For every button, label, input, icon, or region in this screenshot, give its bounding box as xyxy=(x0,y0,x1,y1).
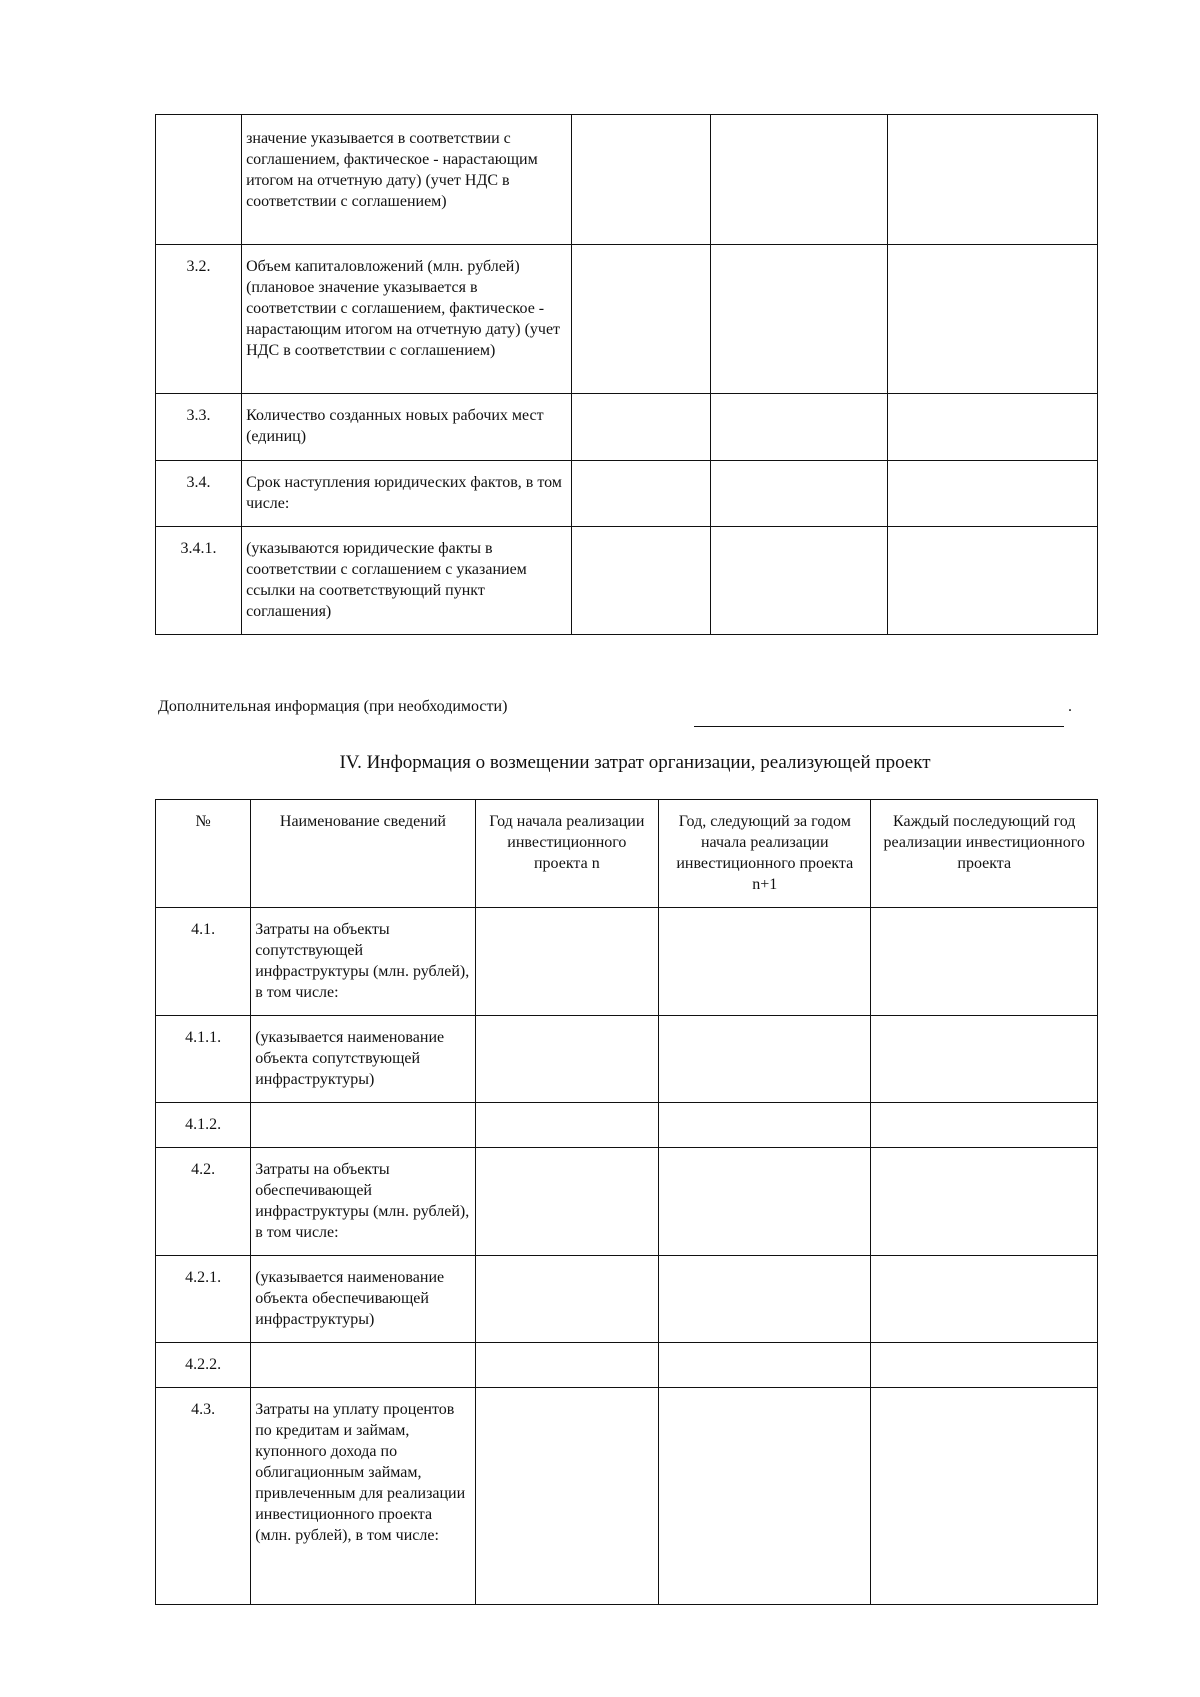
row-number: 3.2. xyxy=(156,245,242,394)
row-number: 4.2.1. xyxy=(156,1256,251,1343)
table-row xyxy=(156,527,1098,635)
value-cell xyxy=(710,115,887,245)
table-row xyxy=(156,1016,1098,1103)
table-row xyxy=(156,908,1098,1016)
value-cell xyxy=(475,1016,658,1103)
header-year-n: Год начала реализации инвестиционного проекта n xyxy=(475,800,658,908)
value-cell xyxy=(887,115,1097,245)
value-cell xyxy=(887,394,1097,461)
additional-info-dot: . xyxy=(1068,698,1072,715)
row-description: Затраты на объекты обеспечивающей инфраструктуры (млн. рублей), в том числе: xyxy=(251,1148,475,1256)
value-cell xyxy=(659,1148,871,1256)
row-description: Затраты на объекты сопутствующей инфраструктуры (млн. рублей), в том числе: xyxy=(251,908,475,1016)
row-number: 4.2. xyxy=(156,1148,251,1256)
value-cell xyxy=(572,115,710,245)
value-cell xyxy=(475,1343,658,1388)
value-cell xyxy=(871,1148,1098,1256)
row-number: 3.4. xyxy=(156,461,242,527)
value-cell xyxy=(475,1388,658,1605)
value-cell xyxy=(871,1343,1098,1388)
value-cell xyxy=(659,1016,871,1103)
value-cell xyxy=(887,245,1097,394)
header-each-next-year: Каждый последующий год реализации инвестиционного проекта xyxy=(871,800,1098,908)
row-number: 4.1. xyxy=(156,908,251,1016)
value-cell xyxy=(659,1256,871,1343)
table-row xyxy=(156,1103,1098,1148)
table-row xyxy=(156,1148,1098,1256)
value-cell xyxy=(871,1016,1098,1103)
row-number xyxy=(156,115,242,245)
table-row xyxy=(156,1343,1098,1388)
row-description xyxy=(251,1103,475,1148)
additional-info-label: Дополнительная информация (при необходимости) xyxy=(158,698,508,715)
row-number: 4.2.2. xyxy=(156,1343,251,1388)
row-number: 4.1.1. xyxy=(156,1016,251,1103)
table-row xyxy=(156,394,1098,461)
header-num: № xyxy=(156,800,251,908)
table-row xyxy=(156,245,1098,394)
row-number: 3.4.1. xyxy=(156,527,242,635)
header-year-n1: Год, следующий за годом начала реализации инвестиционного проекта n+1 xyxy=(659,800,871,908)
row-number: 3.3. xyxy=(156,394,242,461)
indicators-table-continued xyxy=(155,114,1098,635)
value-cell xyxy=(572,245,710,394)
row-description: значение указывается в соответствии с соглашением, фактическое - нарастающим итогом на отчетную дату) (учет НДС в соответствии с соглашением) xyxy=(242,115,572,245)
row-description: (указывается наименование объекта обеспечивающей инфраструктуры) xyxy=(251,1256,475,1343)
value-cell xyxy=(475,1256,658,1343)
value-cell xyxy=(710,394,887,461)
row-description: Затраты на уплату процентов по кредитам и займам, купонного дохода по облигационным займам, привлеченным для реализации инвестиционного проекта (млн. рублей), в том числе: xyxy=(251,1388,475,1605)
table-row xyxy=(156,1256,1098,1343)
row-description: Срок наступления юридических фактов, в том числе: xyxy=(242,461,572,527)
additional-info-underline xyxy=(694,726,1064,727)
table-row xyxy=(156,461,1098,527)
value-cell xyxy=(572,461,710,527)
value-cell xyxy=(572,394,710,461)
value-cell xyxy=(475,1148,658,1256)
row-description: Объем капиталовложений (млн. рублей) (плановое значение указывается в соответствии с соглашением, фактическое - нарастающим итогом на отчетную дату) (учет НДС в соответствии с соглашением) xyxy=(242,245,572,394)
value-cell xyxy=(475,1103,658,1148)
row-number: 4.1.2. xyxy=(156,1103,251,1148)
value-cell xyxy=(887,527,1097,635)
value-cell xyxy=(871,908,1098,1016)
row-description: (указывается наименование объекта сопутствующей инфраструктуры) xyxy=(251,1016,475,1103)
cost-reimbursement-table xyxy=(155,799,1098,1605)
value-cell xyxy=(887,461,1097,527)
value-cell xyxy=(659,908,871,1016)
header-row xyxy=(156,800,1098,908)
value-cell xyxy=(871,1256,1098,1343)
header-name: Наименование сведений xyxy=(251,800,475,908)
value-cell xyxy=(710,461,887,527)
value-cell xyxy=(871,1388,1098,1605)
row-description: (указываются юридические факты в соответствии с соглашением с указанием ссылки на соответствующий пункт соглашения) xyxy=(242,527,572,635)
row-description: Количество созданных новых рабочих мест (единиц) xyxy=(242,394,572,461)
value-cell xyxy=(475,908,658,1016)
value-cell xyxy=(572,527,710,635)
table-row xyxy=(156,1388,1098,1605)
value-cell xyxy=(710,245,887,394)
value-cell xyxy=(659,1343,871,1388)
value-cell xyxy=(710,527,887,635)
value-cell xyxy=(871,1103,1098,1148)
value-cell xyxy=(659,1388,871,1605)
value-cell xyxy=(659,1103,871,1148)
section-title: IV. Информация о возмещении затрат организации, реализующей проект xyxy=(339,752,931,773)
row-number: 4.3. xyxy=(156,1388,251,1605)
row-description xyxy=(251,1343,475,1388)
table-row xyxy=(156,115,1098,245)
